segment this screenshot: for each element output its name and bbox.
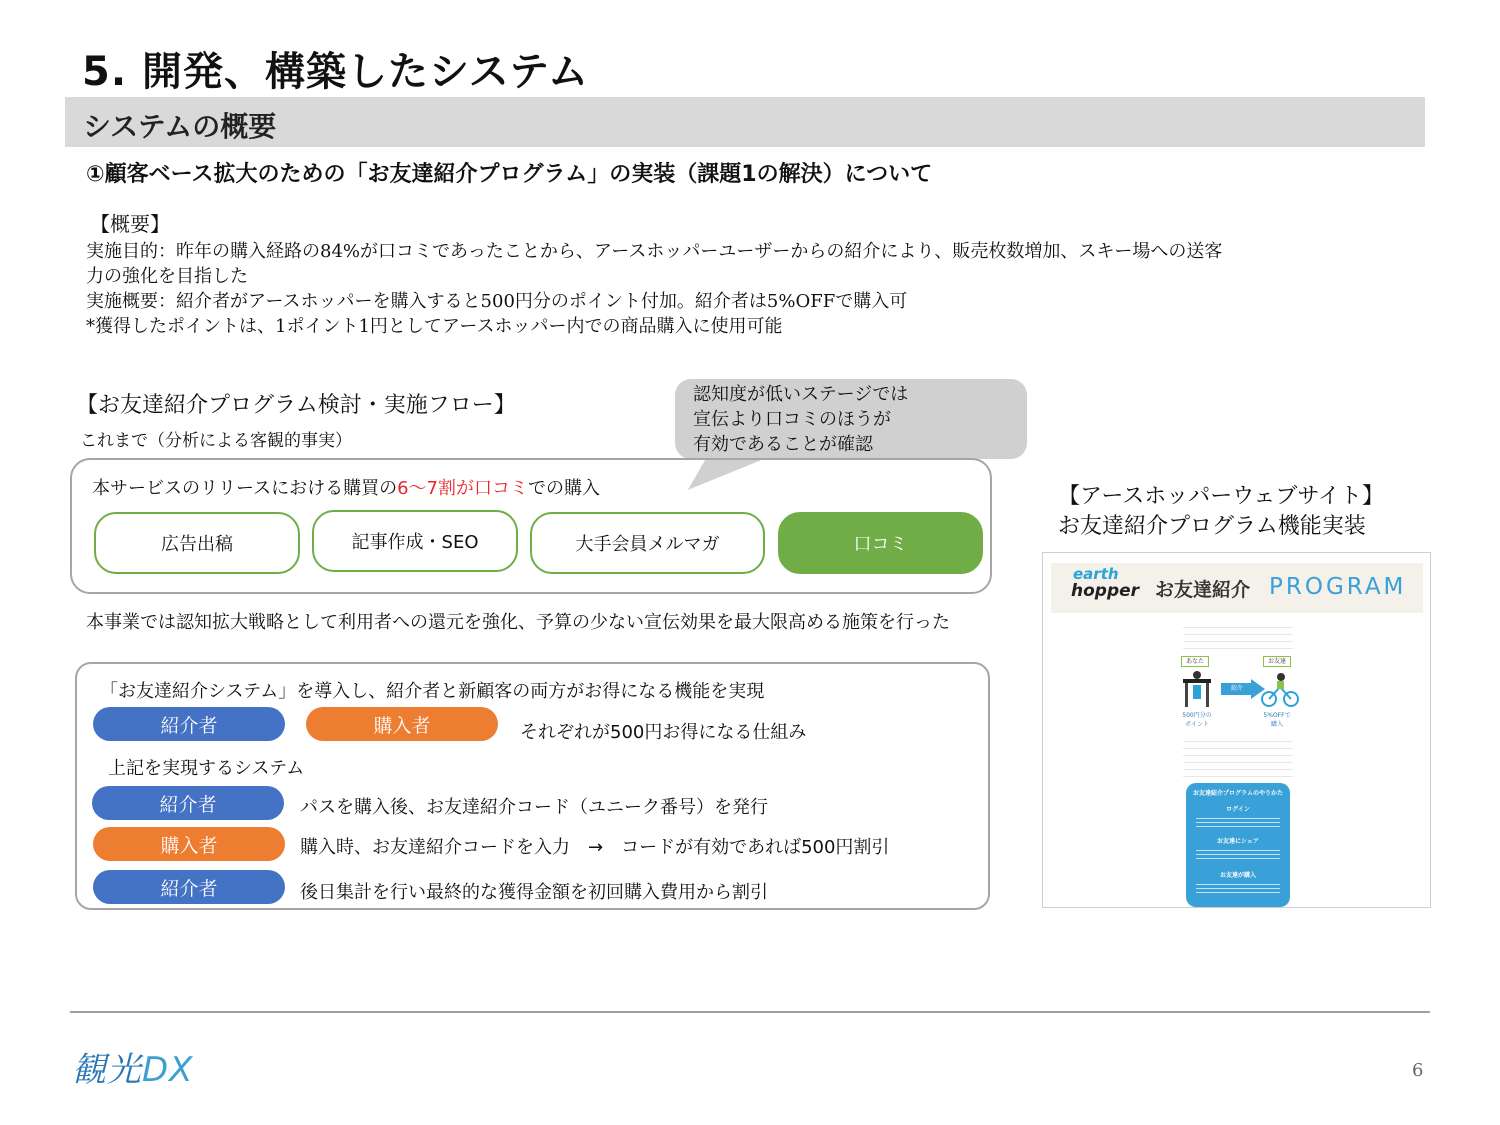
summary-line: 実施概要：紹介者がアースホッパーを購入すると500円分のポイント付加。紹介者は5%OFFで購入可 [86, 291, 908, 312]
statement-prefix: 本サービスのリリースにおける購買の [92, 478, 398, 499]
summary-line: *獲得したポイントは、1ポイント1円としてアースホッパー内での商品購入に使用可能 [86, 316, 783, 337]
flow-subtitle: これまで（分析による客観的事実） [80, 431, 352, 451]
label-you: あなた [1181, 656, 1209, 667]
statement-suffix: での購入 [528, 478, 601, 499]
website-title [1058, 482, 1384, 542]
how-to-box [1186, 783, 1290, 907]
website-header [1051, 563, 1423, 613]
step-role-badge: 紹介者 [93, 870, 285, 904]
how-to-step: お友達にシェア [1217, 838, 1259, 845]
footer-logo-dx: DX [142, 1050, 194, 1090]
step-role-badge: 紹介者 [92, 786, 284, 820]
referrer-badge: 紹介者 [93, 707, 285, 741]
website-intro-text-lines [1183, 621, 1293, 649]
step-text: パスを購入後、お友達紹介コード（ユニーク番号）を発行 [300, 797, 768, 818]
summary-heading: 【概要】 [90, 212, 170, 236]
bubble-line: 宣伝より口コミのほうが [693, 409, 891, 430]
strategy-text: 本事業では認知拡大戦略として利用者への還元を強化、予算の少ない宣伝効果を最大限高める施策を行った [86, 612, 950, 633]
section-header-bar [65, 97, 1425, 147]
speech-bubble [675, 379, 1027, 459]
website-description-lines [1183, 735, 1293, 777]
system-heading: 上記を実現するシステム [108, 758, 305, 779]
logo-hopper: hopper [1071, 581, 1140, 601]
page-number: 6 [1412, 1060, 1424, 1081]
how-to-step: お友達が購入 [1219, 872, 1256, 879]
summary-line: 力の強化を目指した [86, 266, 248, 287]
website-screenshot [1042, 552, 1431, 908]
channel-pill-ads: 広告出稿 [94, 512, 300, 574]
friend-benefit: 5%OFFで 購入 [1263, 712, 1291, 728]
statement-highlight: 6〜7割が口コミ [397, 478, 529, 499]
both-benefit-text: それぞれが500円お得になる仕組み [520, 722, 807, 743]
website-header-jp: お友達紹介 [1155, 579, 1251, 601]
label-friend: お友達 [1263, 656, 1291, 667]
how-to-title: お友達紹介プログラムのやりかた [1193, 790, 1283, 797]
step-text: 購入時、お友達紹介コードを入力 → コードが有効であれば500円割引 [300, 837, 890, 858]
summary-line: 実施目的：昨年の購入経路の84%が口コミであったことから、アースホッパーユーザーからの紹介により、販売枚数増加、スキー場への送客 [86, 241, 1223, 262]
section-header-label: システムの概要 [83, 110, 277, 143]
how-to-step-text [1196, 881, 1280, 895]
flow-title: 【お友達紹介プログラム検討・実施フロー】 [76, 393, 516, 418]
website-title-line: 【アースホッパーウェブサイト】 [1058, 484, 1384, 509]
person-at-desk-icon [1179, 671, 1215, 709]
person-on-bicycle-icon [1261, 671, 1299, 709]
system-intro: 「お友達紹介システム」を導入し、紹介者と新顧客の両方がお得になる機能を実現 [100, 681, 765, 702]
channel-pill-word-of-mouth: 口コミ [778, 512, 983, 574]
how-to-step-text [1196, 847, 1280, 861]
website-title-line: お友達紹介プログラム機能実装 [1058, 514, 1366, 539]
step-text: 後日集計を行い最終的な獲得金額を初回購入費用から割引 [300, 882, 768, 903]
website-header-en: PROGRAM [1269, 574, 1407, 600]
logo-earth: earth [1073, 565, 1119, 583]
footer-logo [72, 1042, 193, 1091]
topic-subtitle: ①顧客ベース拡大のための「お友達紹介プログラム」の実装（課題1の解決）について [86, 162, 933, 187]
summary-block [86, 212, 1406, 339]
bubble-line: 認知度が低いステージでは [693, 384, 909, 405]
channel-pill-newsletter: 大手会員メルマガ [530, 512, 765, 574]
page-title: 5. 開発、構築したシステム [82, 49, 589, 95]
bubble-line: 有効であることが確認 [693, 434, 873, 455]
step-role-badge: 購入者 [93, 827, 285, 861]
how-to-step-text [1196, 815, 1280, 829]
how-to-step: ログイン [1226, 806, 1250, 813]
channel-box-statement [92, 474, 600, 500]
buyer-badge: 購入者 [306, 707, 498, 741]
channel-pill-seo: 記事作成・SEO [312, 510, 518, 572]
arrow-label: 紹介 [1230, 685, 1243, 692]
you-benefit: 500円分の ポイント [1182, 712, 1212, 728]
footer-logo-main: 観光 [72, 1050, 142, 1090]
footer-divider [70, 1011, 1430, 1013]
